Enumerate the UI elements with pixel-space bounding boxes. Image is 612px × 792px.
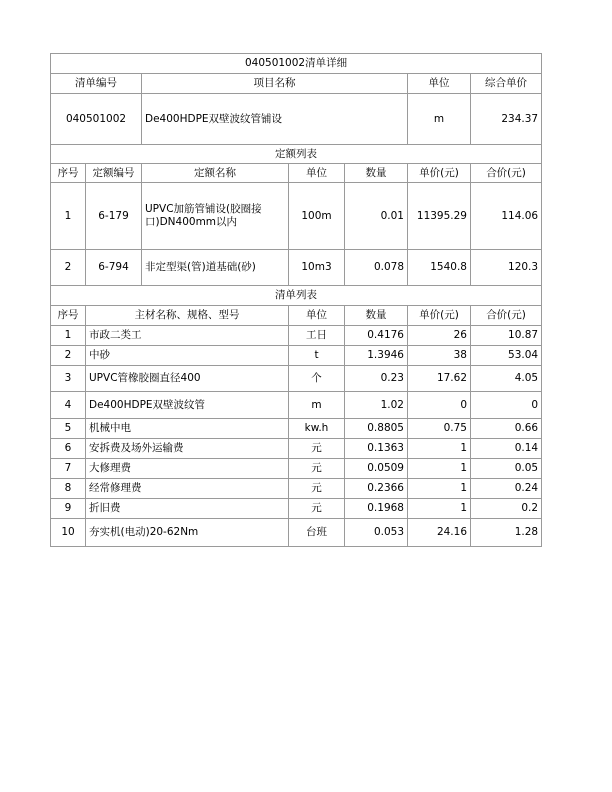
quota-unit: 10m3 <box>289 250 345 286</box>
material-col-unit: 单位 <box>289 306 345 326</box>
material-no: 9 <box>51 499 86 519</box>
material-qty: 0.1363 <box>345 439 408 459</box>
material-unit-price: 1 <box>408 499 471 519</box>
item-code: 040501002 <box>51 94 142 145</box>
material-qty: 1.3946 <box>345 346 408 366</box>
material-name: 经常修理费 <box>86 479 289 499</box>
material-row <box>51 439 542 459</box>
material-unit-price: 0.75 <box>408 419 471 439</box>
material-total: 0.14 <box>471 439 542 459</box>
material-unit: 元 <box>289 459 345 479</box>
quota-code: 6-794 <box>86 250 142 286</box>
material-no: 5 <box>51 419 86 439</box>
quota-section-title: 定额列表 <box>51 145 542 164</box>
material-total: 1.28 <box>471 519 542 547</box>
material-col-unit-price: 单价(元) <box>408 306 471 326</box>
material-unit-price: 1 <box>408 439 471 459</box>
material-unit-price: 0 <box>408 392 471 419</box>
material-total: 0 <box>471 392 542 419</box>
material-qty: 0.1968 <box>345 499 408 519</box>
material-no: 1 <box>51 326 86 346</box>
header-name: 项目名称 <box>142 74 408 94</box>
header-code: 清单编号 <box>51 74 142 94</box>
material-qty: 0.23 <box>345 366 408 392</box>
item-unit: m <box>408 94 471 145</box>
quota-col-total: 合价(元) <box>471 164 542 183</box>
material-total: 4.05 <box>471 366 542 392</box>
quota-qty: 0.01 <box>345 183 408 250</box>
material-unit-price: 1 <box>408 459 471 479</box>
material-unit: 台班 <box>289 519 345 547</box>
quota-row <box>51 183 542 250</box>
material-row <box>51 519 542 547</box>
sheet-title: 040501002清单详细 <box>51 54 542 74</box>
material-no: 6 <box>51 439 86 459</box>
quota-unit: 100m <box>289 183 345 250</box>
material-no: 3 <box>51 366 86 392</box>
material-unit: m <box>289 392 345 419</box>
material-total: 0.66 <box>471 419 542 439</box>
quota-qty: 0.078 <box>345 250 408 286</box>
material-no: 4 <box>51 392 86 419</box>
header-price: 综合单价 <box>471 74 542 94</box>
material-row <box>51 326 542 346</box>
material-unit: 元 <box>289 439 345 459</box>
material-total: 10.87 <box>471 326 542 346</box>
material-unit-price: 38 <box>408 346 471 366</box>
material-no: 7 <box>51 459 86 479</box>
material-col-qty: 数量 <box>345 306 408 326</box>
material-section-title: 清单列表 <box>51 286 542 306</box>
material-unit: 个 <box>289 366 345 392</box>
quota-col-unit-price: 单价(元) <box>408 164 471 183</box>
quota-col-unit: 单位 <box>289 164 345 183</box>
material-row <box>51 392 542 419</box>
material-unit: kw.h <box>289 419 345 439</box>
material-unit-price: 26 <box>408 326 471 346</box>
material-unit: t <box>289 346 345 366</box>
quota-no: 1 <box>51 183 86 250</box>
material-row <box>51 346 542 366</box>
item-price: 234.37 <box>471 94 542 145</box>
quota-unit-price: 11395.29 <box>408 183 471 250</box>
material-name: 折旧费 <box>86 499 289 519</box>
quota-total: 114.06 <box>471 183 542 250</box>
material-name: 夯实机(电动)20-62Nm <box>86 519 289 547</box>
material-qty: 0.8805 <box>345 419 408 439</box>
quota-name: 非定型渠(管)道基础(砂) <box>142 250 289 286</box>
material-col-no: 序号 <box>51 306 86 326</box>
item-name: De400HDPE双壁波纹管铺设 <box>142 94 408 145</box>
quota-row <box>51 250 542 286</box>
quota-no: 2 <box>51 250 86 286</box>
material-qty: 1.02 <box>345 392 408 419</box>
quota-col-no: 序号 <box>51 164 86 183</box>
material-unit-price: 1 <box>408 479 471 499</box>
material-no: 2 <box>51 346 86 366</box>
material-name: De400HDPE双壁波纹管 <box>86 392 289 419</box>
material-row <box>51 499 542 519</box>
material-unit: 元 <box>289 479 345 499</box>
material-qty: 0.2366 <box>345 479 408 499</box>
material-name: 大修理费 <box>86 459 289 479</box>
material-total: 0.05 <box>471 459 542 479</box>
material-name: 机械中电 <box>86 419 289 439</box>
material-unit-price: 17.62 <box>408 366 471 392</box>
material-qty: 0.053 <box>345 519 408 547</box>
material-name: 中砂 <box>86 346 289 366</box>
material-name: UPVC管橡胶圈直径400 <box>86 366 289 392</box>
material-qty: 0.0509 <box>345 459 408 479</box>
quota-unit-price: 1540.8 <box>408 250 471 286</box>
material-row <box>51 366 542 392</box>
material-qty: 0.4176 <box>345 326 408 346</box>
quota-col-code: 定额编号 <box>86 164 142 183</box>
quota-col-name: 定额名称 <box>142 164 289 183</box>
material-row <box>51 459 542 479</box>
material-name: 安拆费及场外运输费 <box>86 439 289 459</box>
material-total: 0.2 <box>471 499 542 519</box>
header-unit: 单位 <box>408 74 471 94</box>
material-unit: 元 <box>289 499 345 519</box>
material-no: 10 <box>51 519 86 547</box>
quota-total: 120.3 <box>471 250 542 286</box>
quota-name: UPVC加筋管铺设(胶圈接口)DN400mm以内 <box>142 183 289 250</box>
material-no: 8 <box>51 479 86 499</box>
quota-col-qty: 数量 <box>345 164 408 183</box>
material-unit-price: 24.16 <box>408 519 471 547</box>
material-col-name: 主材名称、规格、型号 <box>86 306 289 326</box>
material-unit: 工日 <box>289 326 345 346</box>
material-name: 市政二类工 <box>86 326 289 346</box>
material-row <box>51 419 542 439</box>
bill-detail-table <box>50 53 542 547</box>
quota-code: 6-179 <box>86 183 142 250</box>
material-row <box>51 479 542 499</box>
material-col-total: 合价(元) <box>471 306 542 326</box>
material-total: 0.24 <box>471 479 542 499</box>
material-total: 53.04 <box>471 346 542 366</box>
